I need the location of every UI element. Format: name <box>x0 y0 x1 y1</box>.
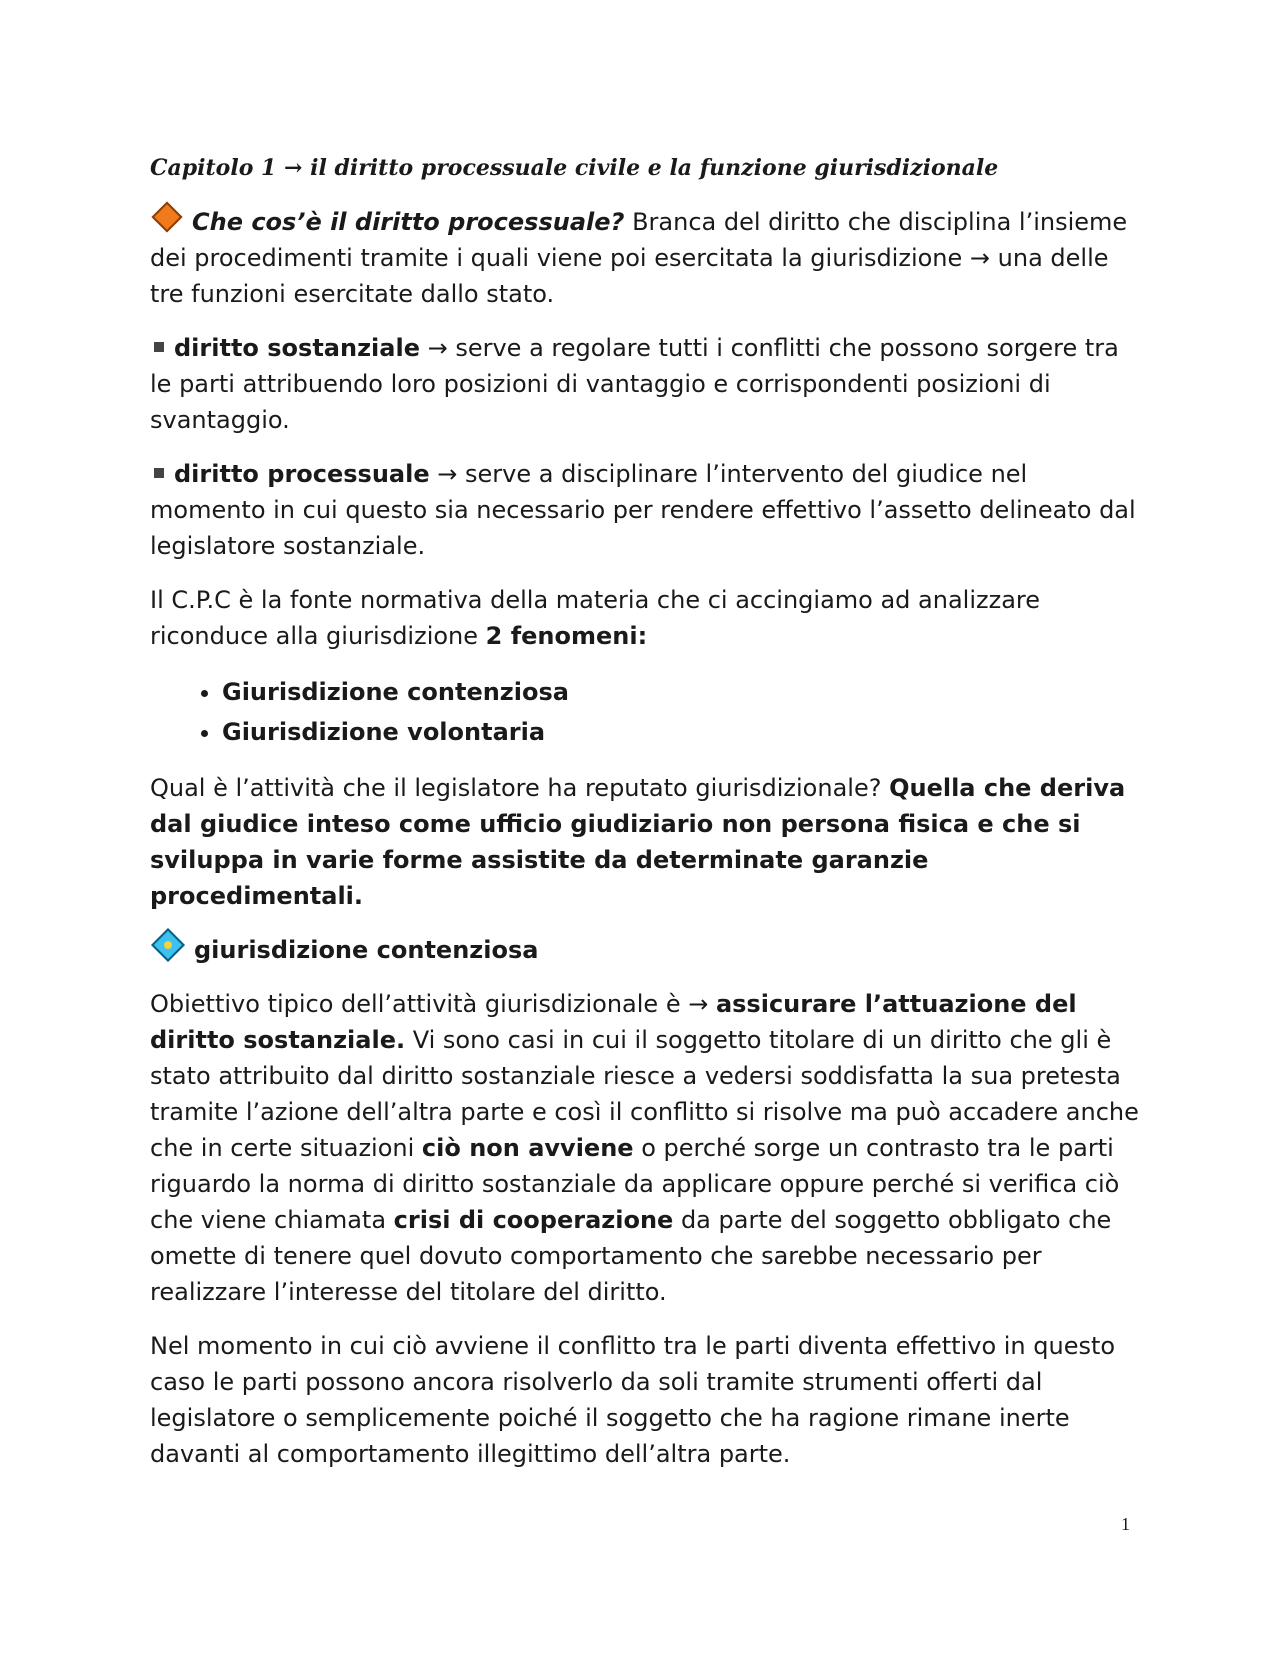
section-heading <box>150 932 1140 968</box>
list-item: • Giurisdizione volontaria <box>222 712 1140 752</box>
list-item: • Giurisdizione contenziosa <box>222 672 1140 712</box>
intro-text: Branca del diritto che disciplina l’insieme dei procedimenti tramite i quali viene poi esercitata la giurisdizione → una delle tre funzioni esercitate dallo stato. <box>150 208 1128 308</box>
processuale-paragraph <box>150 456 1140 564</box>
question2-bold: Quella che deriva dal giudice inteso come ufficio giudiziario non persona fisica e che si sviluppa in varie forme assistite da determinate garanzie procedimentali. <box>150 774 1126 910</box>
blue-diamond-icon <box>151 928 185 962</box>
section-heading-text: giurisdizione contenziosa <box>194 936 539 964</box>
processuale-text: → serve a disciplinare l’intervento del giudice nel momento in cui questo sia necessario per rendere effettivo l’assetto delineato dal legislatore sostanziale. <box>150 460 1136 560</box>
square-bullet-icon <box>154 468 164 478</box>
phenomena-list <box>150 672 1140 752</box>
sostanziale-paragraph <box>150 330 1140 438</box>
paragraph-text: da parte del soggetto obbligato che omette di tenere quel dovuto comportamento che sarebbe necessario per realizzare l’interesse del titolare del diritto. <box>150 1206 1112 1306</box>
page-content <box>150 150 1140 1490</box>
paragraph-text: Obiettivo tipico dell’attività giurisdizionale è → <box>150 990 716 1018</box>
question2-text: Qual è l’attività che il legislatore ha reputato giurisdizionale? <box>150 774 890 802</box>
paragraph-bold: assicurare l’attuazione del diritto sostanziale. <box>150 990 1077 1054</box>
square-bullet-icon <box>154 342 164 352</box>
cpc-bold: 2 fenomeni: <box>485 622 648 650</box>
intro-question: Che cos’è il diritto processuale? <box>192 208 625 236</box>
sostanziale-term: diritto sostanziale <box>174 334 420 362</box>
page-number: 1 <box>1121 1514 1130 1534</box>
sostanziale-text: → serve a regolare tutti i conflitti che possono sorgere tra le parti attribuendo loro posizioni di vantaggio e corrispondenti posizioni di svantaggio. <box>150 334 1119 434</box>
paragraph-text: o perché sorge un contrasto tra le parti riguardo la norma di diritto sostanziale da applicare oppure perché si verifica ciò che viene chiamata <box>150 1134 1120 1234</box>
contenziosa-paragraph <box>150 986 1140 1310</box>
chapter-heading: Capitolo 1 → il diritto processuale civile e la funzione giurisdizionale <box>150 155 999 181</box>
cpc-paragraph <box>150 582 1140 654</box>
orange-diamond-icon <box>151 201 182 232</box>
question2-paragraph <box>150 770 1140 914</box>
paragraph-bold: ciò non avviene <box>421 1134 634 1162</box>
conflict-paragraph: Nel momento in cui ciò avviene il conflitto tra le parti diventa effettivo in questo caso le parti possono ancora risolverlo da soli tramite strumenti offerti dal legislatore o semplicemente poiché il soggetto che ha ragione rimane inerte davanti al comportamento illegittimo dell’altra parte. <box>150 1332 1116 1468</box>
cpc-text: Il C.P.C è la fonte normativa della materia che ci accingiamo ad analizzare riconduce alla giurisdizione <box>150 586 1041 650</box>
intro-paragraph <box>150 204 1140 312</box>
paragraph-text: Vi sono casi in cui il soggetto titolare di un diritto che gli è stato attribuito dal diritto sostanziale riesce a vedersi soddisfatta la sua pretesta tramite l’azione dell’altra parte e così il conflitto si risolve ma può accadere anche che in certe situazioni <box>150 1026 1139 1162</box>
paragraph-bold: crisi di cooperazione <box>393 1206 674 1234</box>
processuale-term: diritto processuale <box>174 460 430 488</box>
